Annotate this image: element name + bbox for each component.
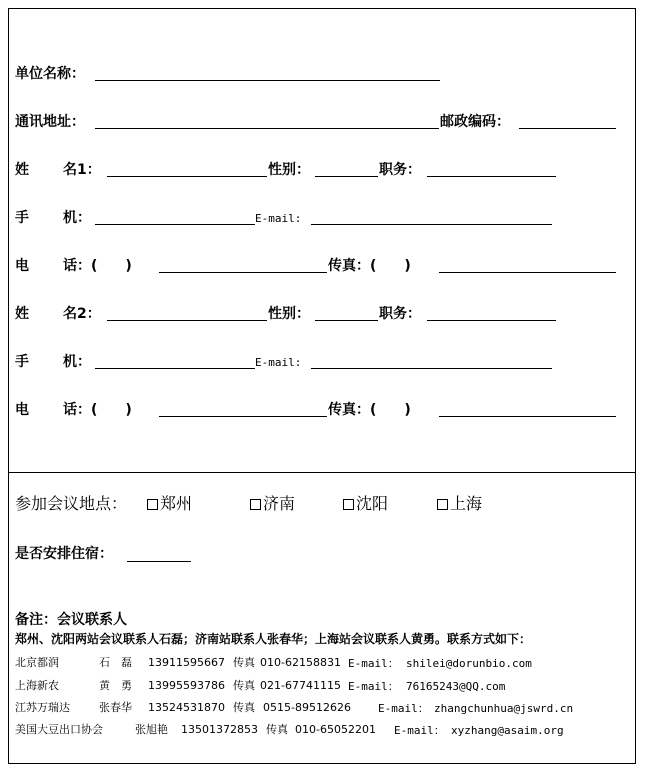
- form-frame: [8, 8, 636, 764]
- contact-fax: 021-67741115: [260, 679, 341, 692]
- contact-org: 美国大豆出口协会: [15, 723, 103, 736]
- phone2-field[interactable]: [159, 416, 327, 417]
- section-divider: [8, 472, 636, 473]
- email1-label: E-mail:: [255, 212, 302, 225]
- contact-email-label: E-mail：: [348, 680, 399, 693]
- address-label: 通讯地址：: [15, 114, 85, 130]
- address-field[interactable]: [95, 128, 439, 129]
- contact-name: 黄 勇: [99, 679, 132, 692]
- venue-option-zhengzhou[interactable]: [147, 495, 192, 513]
- phone2-label-part2: 话：( ): [63, 402, 132, 418]
- phone1-label-part2: 话：( ): [63, 258, 132, 274]
- venue-option-shanghai[interactable]: [437, 495, 482, 513]
- checkbox-icon[interactable]: [437, 499, 448, 510]
- venue-option-shenyang[interactable]: [343, 495, 388, 513]
- contact-fax-label: 传真: [233, 679, 255, 692]
- mobile2-label-part2: 机：: [63, 354, 91, 370]
- mobile1-label-part2: 机：: [63, 210, 91, 226]
- lodging-label: 是否安排住宿：: [15, 546, 113, 562]
- contact-mobile: 13911595667: [148, 656, 225, 669]
- checkbox-icon[interactable]: [147, 499, 158, 510]
- venue-option-label: 郑州: [160, 494, 193, 513]
- name1-field[interactable]: [107, 176, 267, 177]
- checkbox-icon[interactable]: [343, 499, 354, 510]
- venue-option-label: 上海: [450, 494, 483, 513]
- phone1-field[interactable]: [159, 272, 327, 273]
- contact-fax-label: 传真: [233, 656, 255, 669]
- notes-summary: 郑州、沈阳两站会议联系人石磊；济南站联系人张春华；上海站会议联系人黄勇。联系方式如下：: [15, 632, 532, 646]
- contact-fax: 010-65052201: [295, 723, 376, 736]
- name1-label-part2: 名1：: [63, 162, 101, 178]
- gender1-label: 性别：: [268, 162, 310, 178]
- email2-field[interactable]: [311, 368, 552, 369]
- email1-field[interactable]: [311, 224, 552, 225]
- gender2-label: 性别：: [268, 306, 310, 322]
- contact-fax: 0515-89512626: [263, 701, 351, 714]
- unit-name-label: 单位名称：: [15, 66, 85, 82]
- venue-option-label: 济南: [263, 494, 296, 513]
- fax1-label: 传真：( ): [328, 258, 411, 274]
- unit-name-field[interactable]: [95, 80, 440, 81]
- contact-fax-label: 传真: [266, 723, 288, 736]
- gender2-field[interactable]: [315, 320, 378, 321]
- contact-email[interactable]: shilei@dorunbio.com: [406, 657, 532, 670]
- contact-email-label: E-mail：: [378, 702, 429, 715]
- position2-label: 职务：: [379, 306, 421, 322]
- contact-org: 北京都润: [15, 656, 59, 669]
- gender1-field[interactable]: [315, 176, 378, 177]
- phone1-label-part1: 电: [15, 258, 29, 274]
- contact-email[interactable]: 76165243@QQ.com: [406, 680, 506, 693]
- contact-org: 上海新农: [15, 679, 59, 692]
- contact-email[interactable]: zhangchunhua@jswrd.cn: [434, 702, 574, 715]
- notes-title: 备注：会议联系人: [15, 612, 127, 628]
- mobile1-label-part1: 手: [15, 210, 29, 226]
- venue-option-jinan[interactable]: [250, 495, 295, 513]
- contact-mobile: 13995593786: [148, 679, 225, 692]
- phone2-label-part1: 电: [15, 402, 29, 418]
- contact-org: 江苏万瑞达: [15, 701, 70, 714]
- name1-label-part1: 姓: [15, 162, 29, 178]
- fax2-field[interactable]: [439, 416, 616, 417]
- contact-email-label: E-mail：: [348, 657, 399, 670]
- fax2-label: 传真：( ): [328, 402, 411, 418]
- name2-field[interactable]: [107, 320, 267, 321]
- contact-email-label: E-mail：: [394, 724, 445, 737]
- contact-fax: 010-62158831: [260, 656, 341, 669]
- mobile2-label-part1: 手: [15, 354, 29, 370]
- postcode-field[interactable]: [519, 128, 616, 129]
- mobile2-field[interactable]: [95, 368, 255, 369]
- contact-mobile: 13524531870: [148, 701, 225, 714]
- name2-label-part2: 名2：: [63, 306, 101, 322]
- mobile1-field[interactable]: [95, 224, 255, 225]
- position1-label: 职务：: [379, 162, 421, 178]
- fax1-field[interactable]: [439, 272, 616, 273]
- venue-option-label: 沈阳: [356, 494, 389, 513]
- contact-email[interactable]: xyzhang@asaim.org: [451, 724, 564, 737]
- email2-label: E-mail:: [255, 356, 302, 369]
- contact-name: 石 磊: [99, 656, 132, 669]
- venue-label: 参加会议地点：: [15, 494, 128, 513]
- position1-field[interactable]: [427, 176, 556, 177]
- contact-name: 张春华: [99, 701, 132, 714]
- contact-name: 张旭艳: [135, 723, 168, 736]
- contact-mobile: 13501372853: [181, 723, 258, 736]
- checkbox-icon[interactable]: [250, 499, 261, 510]
- position2-field[interactable]: [427, 320, 556, 321]
- postcode-label: 邮政编码：: [440, 114, 510, 130]
- contact-fax-label: 传真: [233, 701, 255, 714]
- lodging-field[interactable]: [127, 561, 191, 562]
- name2-label-part1: 姓: [15, 306, 29, 322]
